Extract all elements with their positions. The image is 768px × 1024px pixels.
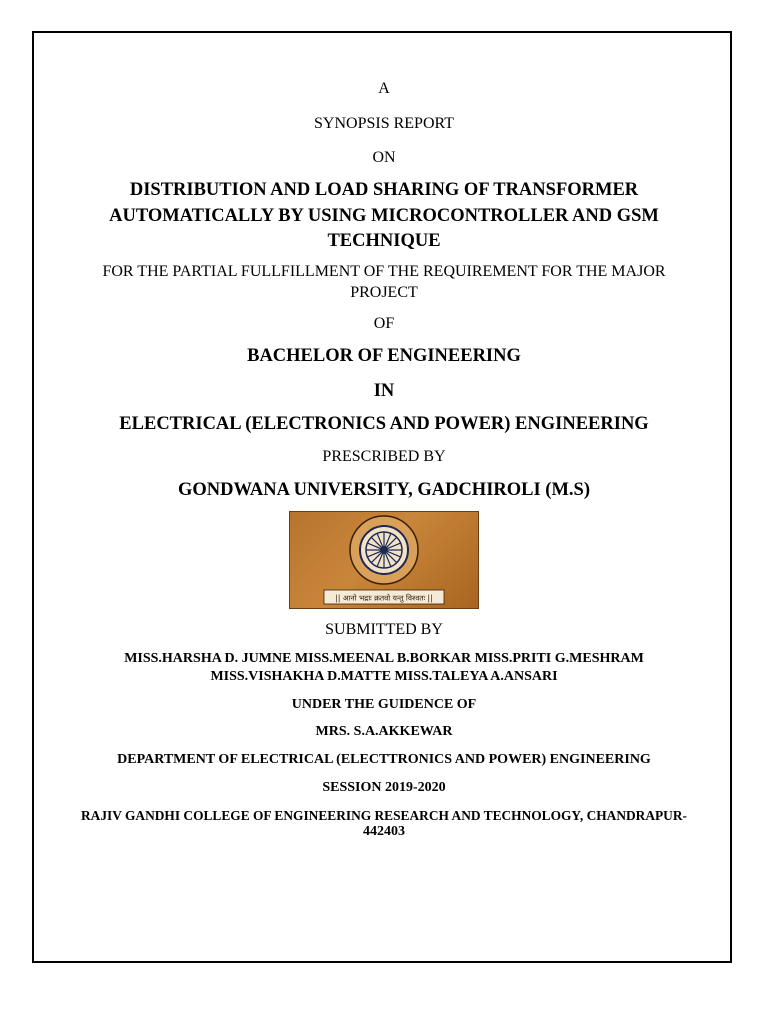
report-on: ON (372, 149, 396, 166)
purpose-line-2: PROJECT (350, 284, 418, 301)
college-logo (289, 511, 479, 609)
guide-name: MRS. S.A.AKKEWAR (315, 724, 453, 739)
prescribed-by-label: PRESCRIBED BY (322, 448, 446, 465)
students-line-2: MISS.VISHAKHA D.MATTE MISS.TALEYA A.ANSARI (210, 669, 558, 684)
title-line-2: AUTOMATICALLY BY USING MICROCONTROLLER AND GSM (109, 206, 659, 226)
students-line-1: MISS.HARSHA D. JUMNE MISS.MEENAL B.BORKAR MISS.PRITI G.MESHRAM (124, 651, 644, 666)
submitted-by-label: SUBMITTED BY (325, 621, 443, 638)
college-line-2: 442403 (363, 824, 405, 839)
title-line-1: DISTRIBUTION AND LOAD SHARING OF TRANSFORMER (129, 180, 639, 200)
department-name: DEPARTMENT OF ELECTRICAL (ELECTTRONICS AND POWER) ENGINEERING (117, 752, 651, 767)
college-line-1: RAJIV GANDHI COLLEGE OF ENGINEERING RESEARCH AND TECHNOLOGY, CHANDRAPUR- (80, 808, 687, 823)
session-label: SESSION 2019-2020 (322, 780, 446, 795)
report-article: A (378, 80, 390, 97)
in-label: IN (373, 381, 395, 401)
guidance-label: UNDER THE GUIDENCE OF (291, 697, 477, 712)
purpose-line-1: FOR THE PARTIAL FULLFILLMENT OF THE REQUIREMENT FOR THE MAJOR (102, 263, 666, 280)
branch-name: ELECTRICAL (ELECTRONICS AND POWER) ENGINEERING (119, 414, 649, 434)
logo-motto: || आनो भद्राः क्रतवो यन्तु विश्वतः || (335, 593, 433, 603)
of-label: OF (373, 315, 395, 332)
title-line-3: TECHNIQUE (327, 231, 441, 251)
college-emblem-icon (290, 512, 478, 608)
report-type: SYNOPSIS REPORT (314, 115, 454, 132)
university-name: GONDWANA UNIVERSITY, GADCHIROLI (M.S) (177, 480, 591, 500)
degree-name: BACHELOR OF ENGINEERING (247, 346, 521, 366)
